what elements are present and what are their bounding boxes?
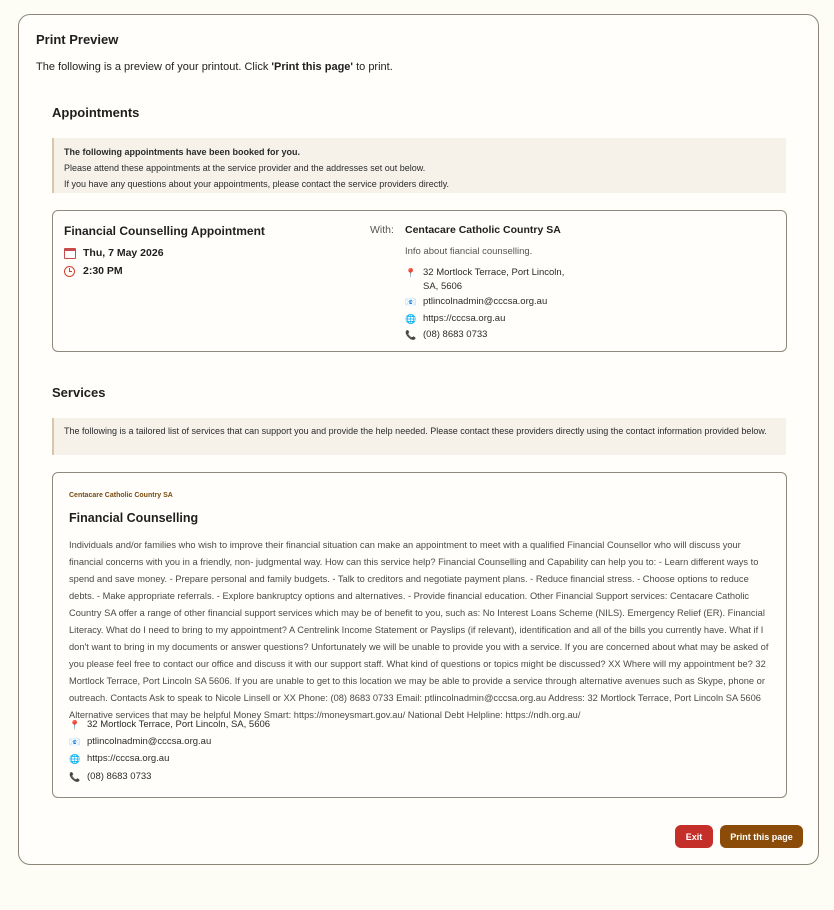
service-description: Individuals and/or families who wish to improve their financial situation can make an appointment to meet with a qualified Financial Counsellor who will discuss your financial concerns with you in a friendly, non- judgmental way. How can this service help? Financial Counselling and Capability can help you to: - Learn different ways to spend and save money. - Prepare personal and family budgets. - Talk to creditors and negotiate payment plans. - Reduce financial stress. - Choose options to reduce debts. - Make appropriate referrals. - Explore bankruptcy options and alternatives. - Provide financial education. Other Financial Support services: Centacare Catholic Country SA offer a range of other financial support services which may be of benefit to you, such as: No Interest Loans Scheme (NILS). Emergency Relief (ER). Financial Literacy. What do I need to bring to my appointment? A Centrelink Income Statement or Payslips (if relevant), identification and all of the bills you currently have. What if I don't want to bring in my documents or answer questions? Unfortunately we will be unable to provide you with a service. If you are concerned about what may be asked of you please feel free to contact our office and discuss it with our support staff. What kind of questions or topics might be discussed? XX Where will my appointment be? 32 Mortlock Terrace, Port Lincoln SA 5606. If you are unable to get to this location we may be able to provide a service through alternative avenues such as Skype, phone or outreach. Contacts Ask to speak to Nicole Linsell or XX Phone: (08) 8683 0733 Email: ptlincolnadmin@cccsa.org.au Address: 32 Mortlock Terrace, Port Lincoln SA 5606 Alternative services that may be helpful Money Smart: https://moneysmart.gov.au/ National Debt Helpline: https://ndh.org.au/ [69,540,769,720]
location-pin-icon: 📍 [405,268,417,278]
email-icon: 📧 [405,297,417,307]
service-title: Financial Counselling [69,511,199,525]
service-address: 📍 32 Mortlock Terrace, Port Lincoln, SA, 5606 [69,719,271,730]
page-title: Print Preview [36,32,119,47]
globe-icon: 🌐 [69,754,81,764]
with-label: With: [370,224,394,236]
provider-address: 📍 32 Mortlock Terrace, Port Lincoln, SA, 5606 [405,267,565,292]
service-card [52,472,787,798]
appointment-title: Financial Counselling Appointment [64,224,265,238]
provider-website[interactable]: 🌐 https://cccsa.org.au [405,313,506,324]
appointments-heading: Appointments [52,105,140,120]
services-notice: The following is a tailored list of services that can support you and provide the help needed. Please contact these providers directly using the contact information provided below. [52,418,786,455]
service-provider-tag: Centacare Catholic Country SA [69,492,173,499]
alarm-clock-icon [64,266,75,277]
notice-line: The following appointments have been booked for you. [64,147,301,157]
appointment-card [52,210,787,352]
preview-intro: The following is a preview of your printout. Click 'Print this page' to print. [36,61,393,73]
service-phone[interactable]: 📞 (08) 8683 0733 [69,771,152,782]
calendar-icon [64,248,76,259]
phone-icon: 📞 [405,330,417,340]
location-pin-icon: 📍 [69,720,81,730]
print-this-page-button[interactable]: Print this page [720,825,803,848]
provider-name: Centacare Catholic Country SA [405,224,561,236]
services-heading: Services [52,385,106,400]
phone-icon: 📞 [69,772,81,782]
provider-phone[interactable]: 📞 (08) 8683 0733 [405,329,488,340]
appointment-date: Thu, 7 May 2026 [64,247,164,259]
notice-line: Please attend these appointments at the service provider and the addresses set out below. [64,163,426,173]
print-preview-panel [18,14,819,865]
exit-button[interactable]: Exit [675,825,713,848]
globe-icon: 🌐 [405,314,417,324]
provider-info: Info about fiancial counselling. [405,246,533,257]
appointment-time: 2:30 PM [64,265,123,277]
email-icon: 📧 [69,737,81,747]
service-website[interactable]: 🌐 https://cccsa.org.au [69,753,170,764]
appointments-notice [52,138,786,193]
service-email[interactable]: 📧 ptlincolnadmin@cccsa.org.au [69,736,212,747]
provider-email[interactable]: 📧 ptlincolnadmin@cccsa.org.au [405,296,548,307]
notice-line: If you have any questions about your appointments, please contact the service providers directly. [64,179,450,189]
